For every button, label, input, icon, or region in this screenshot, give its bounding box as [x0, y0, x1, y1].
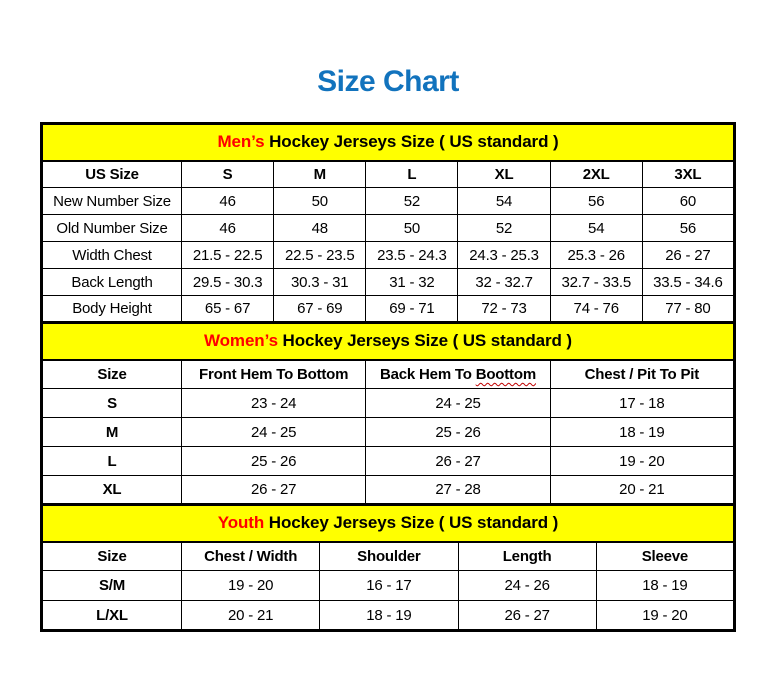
youth-section-title: [42, 505, 735, 542]
size-value: 24 - 25: [366, 389, 550, 418]
size-value: 46: [182, 215, 274, 242]
row-label: Width Chest: [42, 242, 182, 269]
womens-size-table: [40, 321, 736, 506]
size-value: 54: [458, 188, 550, 215]
size-value: 77 - 80: [642, 296, 734, 323]
size-value: 18 - 19: [320, 601, 458, 631]
column-header: 2XL: [550, 161, 642, 188]
size-value: 56: [550, 188, 642, 215]
youth-section-band: [42, 505, 735, 542]
mens-section-title: [42, 124, 735, 161]
size-value: 29.5 - 30.3: [182, 269, 274, 296]
column-header: US Size: [42, 161, 182, 188]
row-label: M: [42, 418, 182, 447]
misspelled-word: Boottom: [475, 365, 536, 383]
womens-section-title-highlight: Women’s: [204, 331, 278, 351]
size-value: 24.3 - 25.3: [458, 242, 550, 269]
size-value: 16 - 17: [320, 571, 458, 601]
column-header: Size: [42, 360, 182, 389]
table-row: [42, 447, 735, 476]
size-value: 20 - 21: [182, 601, 320, 631]
row-label: L: [42, 447, 182, 476]
size-value: 46: [182, 188, 274, 215]
size-value: 56: [642, 215, 734, 242]
column-header: Size: [42, 542, 182, 571]
size-value: 20 - 21: [550, 476, 734, 505]
table-row: [42, 296, 735, 323]
column-header: Sleeve: [596, 542, 734, 571]
column-header: L: [366, 161, 458, 188]
mens-section-title-rest: Hockey Jerseys Size ( US standard ): [264, 132, 559, 152]
table-row: [42, 269, 735, 296]
size-value: 27 - 28: [366, 476, 550, 505]
size-value: 19 - 20: [182, 571, 320, 601]
size-chart: [40, 122, 736, 632]
table-row: [42, 188, 735, 215]
column-header: 3XL: [642, 161, 734, 188]
page-title: Size Chart: [317, 65, 459, 98]
youth-section-title-highlight: Youth: [217, 513, 265, 533]
row-label: Old Number Size: [42, 215, 182, 242]
size-value: 18 - 19: [550, 418, 734, 447]
table-row: [42, 418, 735, 447]
table-row: [42, 476, 735, 505]
size-value: 17 - 18: [550, 389, 734, 418]
size-value: 25.3 - 26: [550, 242, 642, 269]
column-header: M: [274, 161, 366, 188]
size-value: 24 - 26: [458, 571, 596, 601]
size-value: 30.3 - 31: [274, 269, 366, 296]
table-row: [42, 571, 735, 601]
size-value: 26 - 27: [182, 476, 366, 505]
column-header: Chest / Pit To Pit: [550, 360, 734, 389]
column-header: Chest / Width: [182, 542, 320, 571]
column-header: Front Hem To Bottom: [182, 360, 366, 389]
mens-column-headers: [42, 161, 735, 188]
column-header: Shoulder: [320, 542, 458, 571]
size-value: 52: [458, 215, 550, 242]
size-value: 18 - 19: [596, 571, 734, 601]
table-row: [42, 215, 735, 242]
row-label: S: [42, 389, 182, 418]
size-value: 54: [550, 215, 642, 242]
size-value: 25 - 26: [366, 418, 550, 447]
size-value: 26 - 27: [366, 447, 550, 476]
size-value: 25 - 26: [182, 447, 366, 476]
row-label: Back Length: [42, 269, 182, 296]
size-value: 52: [366, 188, 458, 215]
size-value: 26 - 27: [458, 601, 596, 631]
size-value: 50: [366, 215, 458, 242]
column-header: S: [182, 161, 274, 188]
size-value: 74 - 76: [550, 296, 642, 323]
size-value: 67 - 69: [274, 296, 366, 323]
mens-section-band: [42, 124, 735, 161]
mens-size-table: [40, 122, 736, 324]
row-label: New Number Size: [42, 188, 182, 215]
size-value: 50: [274, 188, 366, 215]
size-value: 72 - 73: [458, 296, 550, 323]
row-label: S/M: [42, 571, 182, 601]
size-value: 65 - 67: [182, 296, 274, 323]
size-value: 32 - 32.7: [458, 269, 550, 296]
row-label: L/XL: [42, 601, 182, 631]
womens-column-headers: [42, 360, 735, 389]
size-value: 31 - 32: [366, 269, 458, 296]
size-value: 23 - 24: [182, 389, 366, 418]
size-value: 32.7 - 33.5: [550, 269, 642, 296]
row-label: Body Height: [42, 296, 182, 323]
size-value: 48: [274, 215, 366, 242]
table-row: [42, 242, 735, 269]
row-label: XL: [42, 476, 182, 505]
size-value: 19 - 20: [550, 447, 734, 476]
column-header: [366, 360, 550, 389]
size-value: 23.5 - 24.3: [366, 242, 458, 269]
womens-section-title: [42, 323, 735, 360]
womens-section-title-rest: Hockey Jerseys Size ( US standard ): [277, 331, 572, 351]
column-header: XL: [458, 161, 550, 188]
youth-size-table: [40, 503, 736, 632]
size-value: 24 - 25: [182, 418, 366, 447]
youth-column-headers: [42, 542, 735, 571]
mens-section-title-highlight: Men’s: [217, 132, 265, 152]
table-row: [42, 601, 735, 631]
womens-section-band: [42, 323, 735, 360]
size-value: 69 - 71: [366, 296, 458, 323]
youth-section-title-rest: Hockey Jerseys Size ( US standard ): [264, 513, 559, 533]
size-value: 60: [642, 188, 734, 215]
size-value: 22.5 - 23.5: [274, 242, 366, 269]
table-row: [42, 389, 735, 418]
size-value: 21.5 - 22.5: [182, 242, 274, 269]
column-header: Length: [458, 542, 596, 571]
size-value: 19 - 20: [596, 601, 734, 631]
column-header-text: Back Hem To: [380, 365, 476, 383]
size-value: 33.5 - 34.6: [642, 269, 734, 296]
size-value: 26 - 27: [642, 242, 734, 269]
